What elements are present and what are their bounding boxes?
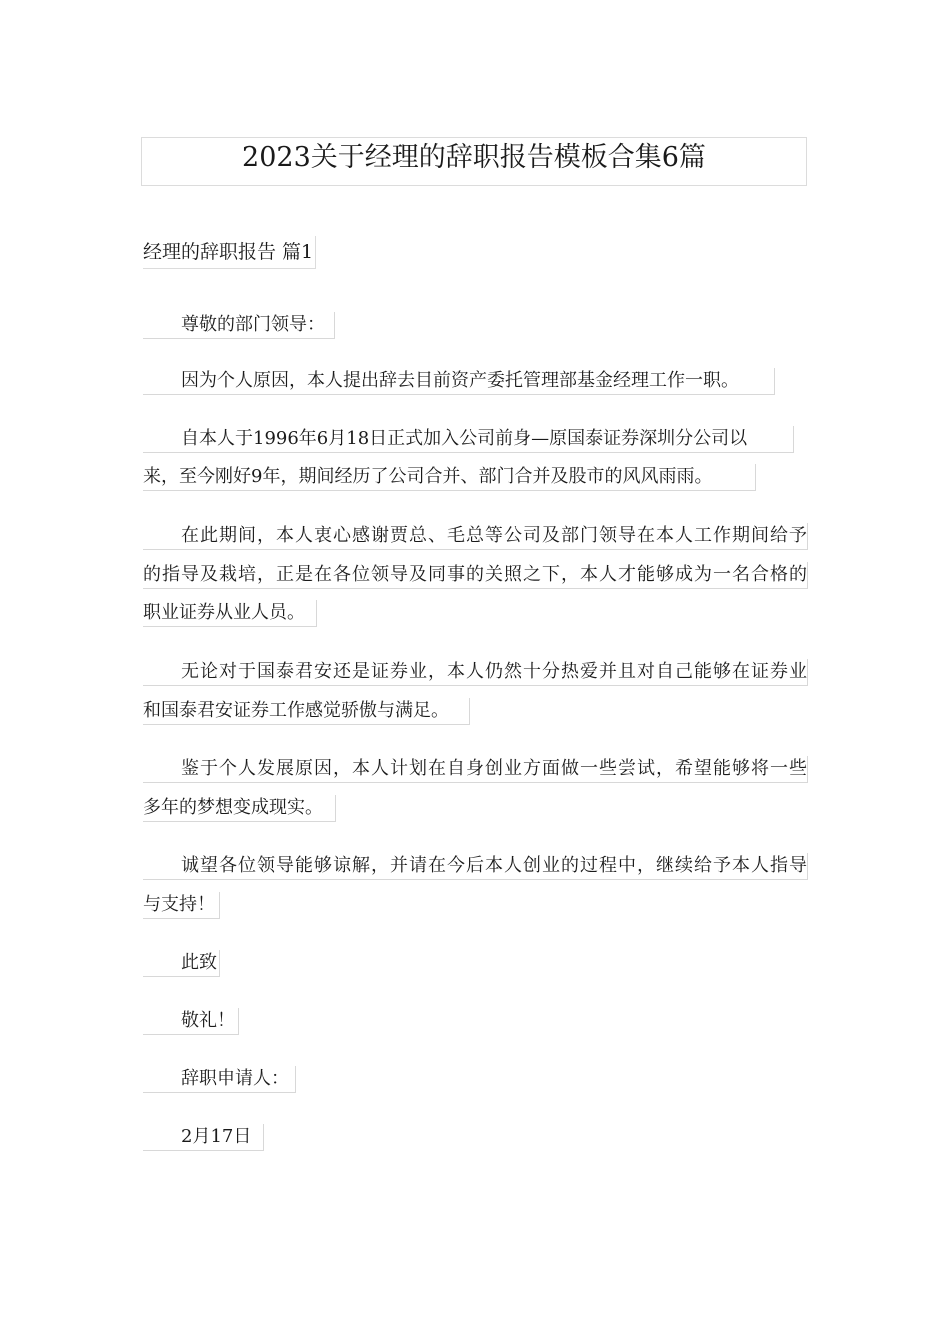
paragraph-6-line-2: 与支持！ (143, 892, 220, 919)
paragraph-5-line-1: 鉴于个人发展原因，本人计划在自身创业方面做一些尝试，希望能够将一些 (143, 756, 808, 783)
section-heading: 经理的辞职报告 篇1 (143, 236, 316, 269)
paragraph-6-line-1: 诚望各位领导能够谅解，并请在今后本人创业的过程中，继续给予本人指导 (143, 853, 808, 880)
paragraph-5-line-2: 多年的梦想变成现实。 (143, 795, 336, 822)
paragraph-4-line-1: 无论对于国泰君安还是证券业，本人仍然十分热爱并且对自己能够在证券业 (143, 659, 808, 686)
paragraph-3-line-1: 在此期间，本人衷心感谢贾总、毛总等公司及部门领导在本人工作期间给予 (143, 523, 808, 550)
date-line: 2月17日 (143, 1124, 264, 1151)
paragraph-4-line-2: 和国泰君安证券工作感觉骄傲与满足。 (143, 698, 470, 725)
paragraph-1-line-1: 因为个人原因，本人提出辞去目前资产委托管理部基金经理工作一职。 (143, 368, 775, 395)
paragraph-2-line-1: 自本人于1996年6月18日正式加入公司前身—原国泰证券深圳分公司以 (143, 426, 794, 453)
paragraph-3-line-2: 的指导及栽培，正是在各位领导及同事的关照之下，本人才能够成为一名合格的 (143, 562, 808, 589)
paragraph-2-line-2: 来，至今刚好9年，期间经历了公司合并、部门合并及股市的风风雨雨。 (143, 464, 756, 491)
paragraph-3-line-3: 职业证券从业人员。 (143, 600, 317, 627)
salutation: 尊敬的部门领导： (143, 312, 335, 339)
signature-label: 辞职申请人： (143, 1066, 296, 1093)
closing-line-1: 此致 (143, 950, 220, 977)
document-title: 2023关于经理的辞职报告模板合集6篇 (141, 137, 807, 186)
closing-line-2: 敬礼！ (143, 1008, 239, 1035)
